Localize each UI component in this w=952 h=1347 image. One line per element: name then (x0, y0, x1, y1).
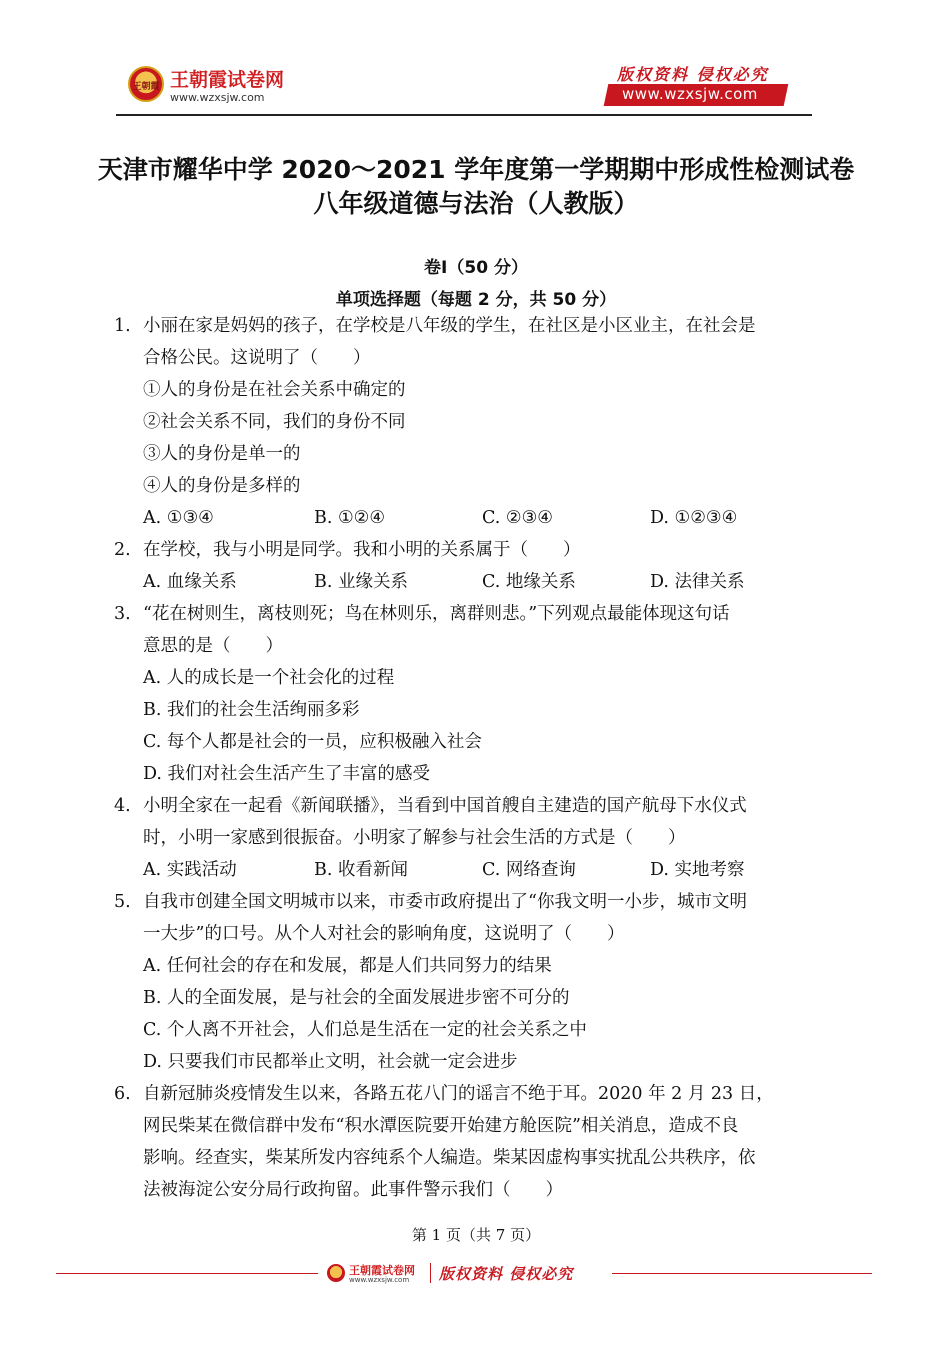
option-c: C. 每个人都是社会的一员，应积极融入社会 (143, 732, 482, 752)
footer-logo-icon (327, 1264, 345, 1282)
header-divider (116, 114, 812, 116)
statement-item: ①人的身份是在社会关系中确定的 (143, 380, 406, 400)
question-stem: 小丽在家是妈妈的孩子，在学校是八年级的学生，在社区是小区业主，在社会是 (143, 316, 756, 336)
footer-copyright: 版权资料 侵权必究 (439, 1265, 574, 1283)
option-c: C. 个人离不开社会，人们总是生活在一定的社会关系之中 (143, 1020, 587, 1040)
question-stem: 时，小明一家感到很振奋。小明家了解参与社会生活的方式是（ ） (143, 828, 686, 848)
option-d: D. 我们对社会生活产生了丰富的感受 (143, 764, 431, 784)
option-d: D. ①②③④ (650, 508, 738, 528)
exam-title: 天津市耀华中学 2020～2021 学年度第一学期期中形成性检测试卷 (97, 155, 855, 184)
question-number: 2. (114, 540, 131, 560)
logo-name: 王朝霞试卷网 (170, 69, 285, 91)
question-stem: 意思的是（ ） (143, 636, 283, 656)
option-a: A. 任何社会的存在和发展，都是人们共同努力的结果 (143, 956, 552, 976)
header-url: www.wzxsjw.com (622, 85, 758, 103)
footer-logo-name: 王朝霞试卷网 (349, 1264, 415, 1277)
question-stem: 影响。经查实，柴某所发内容纯系个人编造。柴某因虚构事实扰乱公共秩序，依 (143, 1148, 756, 1168)
question-number: 3. (114, 604, 131, 624)
footer-logo-url: www.wzxsjw.com (349, 1276, 410, 1284)
question-stem: “花在树则生，离枝则死；鸟在林则乐，离群则悲。”下列观点最能体现这句话 (143, 604, 730, 624)
question-stem: 在学校，我与小明是同学。我和小明的关系属于（ ） (143, 540, 581, 560)
statement-item: ②社会关系不同，我们的身份不同 (143, 412, 406, 432)
exam-subtitle: 八年级道德与法治（人教版） (313, 189, 639, 218)
question-stem: 自我市创建全国文明城市以来，市委市政府提出了“你我文明一小步，城市文明 (143, 892, 747, 912)
option-b: B. 人的全面发展，是与社会的全面发展进步密不可分的 (143, 988, 570, 1008)
part-heading: 卷Ⅰ（50 分） (424, 258, 528, 278)
option-d: D. 实地考察 (650, 860, 745, 880)
logo-url: www.wzxsjw.com (170, 91, 265, 104)
option-c: C. 地缘关系 (482, 572, 576, 592)
option-b: B. 业缘关系 (314, 572, 408, 592)
question-number: 5. (114, 892, 131, 912)
question-number: 1. (114, 316, 131, 336)
option-a: A. 人的成长是一个社会化的过程 (143, 668, 395, 688)
question-number: 4. (114, 796, 131, 816)
question-stem: 一大步”的口号。从个人对社会的影响角度，这说明了（ ） (143, 924, 625, 944)
question-type-heading: 单项选择题（每题 2 分，共 50 分） (335, 290, 617, 310)
footer-rule-left (56, 1273, 318, 1274)
option-c: C. ②③④ (482, 508, 553, 528)
footer-rule-right (612, 1273, 872, 1274)
option-b: B. 我们的社会生活绚丽多彩 (143, 700, 360, 720)
option-a: A. ①③④ (143, 508, 214, 528)
option-c: C. 网络查询 (482, 860, 576, 880)
footer-divider (430, 1263, 431, 1283)
question-stem: 法被海淀公安分局行政拘留。此事件警示我们（ ） (143, 1180, 563, 1200)
option-b: B. ①②④ (314, 508, 386, 528)
page-number: 第 1 页（共 7 页） (411, 1226, 541, 1244)
question-stem: 小明全家在一起看《新闻联播》，当看到中国首艘自主建造的国产航母下水仪式 (143, 796, 747, 816)
statement-item: ④人的身份是多样的 (143, 476, 301, 496)
option-b: B. 收看新闻 (314, 860, 408, 880)
option-a: A. 实践活动 (143, 860, 237, 880)
question-stem: 网民柴某在微信群中发布“积水潭医院要开始建方舱医院”相关消息，造成不良 (143, 1116, 739, 1136)
question-stem: 合格公民。这说明了（ ） (143, 348, 371, 368)
option-d: D. 只要我们市民都举止文明，社会就一定会进步 (143, 1052, 518, 1072)
option-d: D. 法律关系 (650, 572, 745, 592)
statement-item: ③人的身份是单一的 (143, 444, 301, 464)
option-a: A. 血缘关系 (143, 572, 237, 592)
question-number: 6. (114, 1084, 131, 1104)
logo-badge-icon: 王朝霞 (128, 66, 164, 102)
question-stem: 自新冠肺炎疫情发生以来，各路五花八门的谣言不绝于耳。2020 年 2 月 23 日， (143, 1084, 774, 1104)
copyright-notice: 版权资料 侵权必究 (617, 65, 769, 84)
